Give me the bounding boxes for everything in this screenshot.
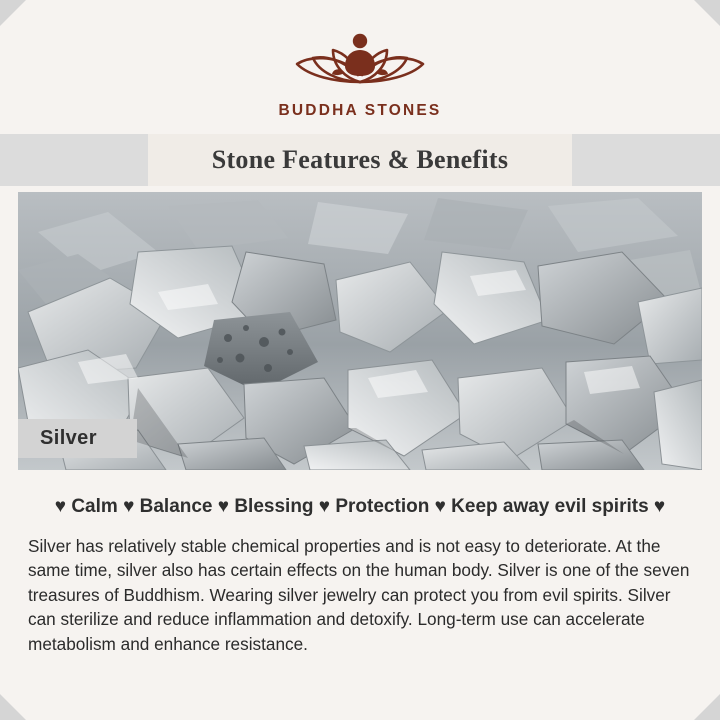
lotus-meditation-figure-icon [0, 24, 720, 96]
corner-notch-top-right [694, 0, 720, 26]
corner-notch-bottom-left [0, 694, 26, 720]
brand-name: BUDDHA STONES [278, 102, 442, 119]
stone-description: Silver has relatively stable chemical properties and is not easy to deteriorate. At the same time, silver also has certain effects on the human body. Silver is one of the seven treasures of Buddhism. Wearing silver jewelry can protect you from evil spirits. Silver can sterilize and reduce inflammation and detoxify. Long-term use can accelerate metabolism and enhance resistance. [28, 536, 690, 654]
page-title: Stone Features & Benefits [211, 145, 509, 174]
stone-name-label: Silver [18, 419, 137, 458]
stone-photo [18, 192, 702, 470]
corner-notch-bottom-right [694, 694, 720, 720]
benefits-content [18, 470, 702, 666]
corner-notch-top-left [0, 0, 26, 26]
section-title-band [0, 134, 720, 186]
brand-header [0, 0, 720, 120]
benefit-keywords: ♥ Calm ♥ Balance ♥ Blessing ♥ Protection ♥ Keep away evil spirits ♥ [54, 496, 666, 517]
